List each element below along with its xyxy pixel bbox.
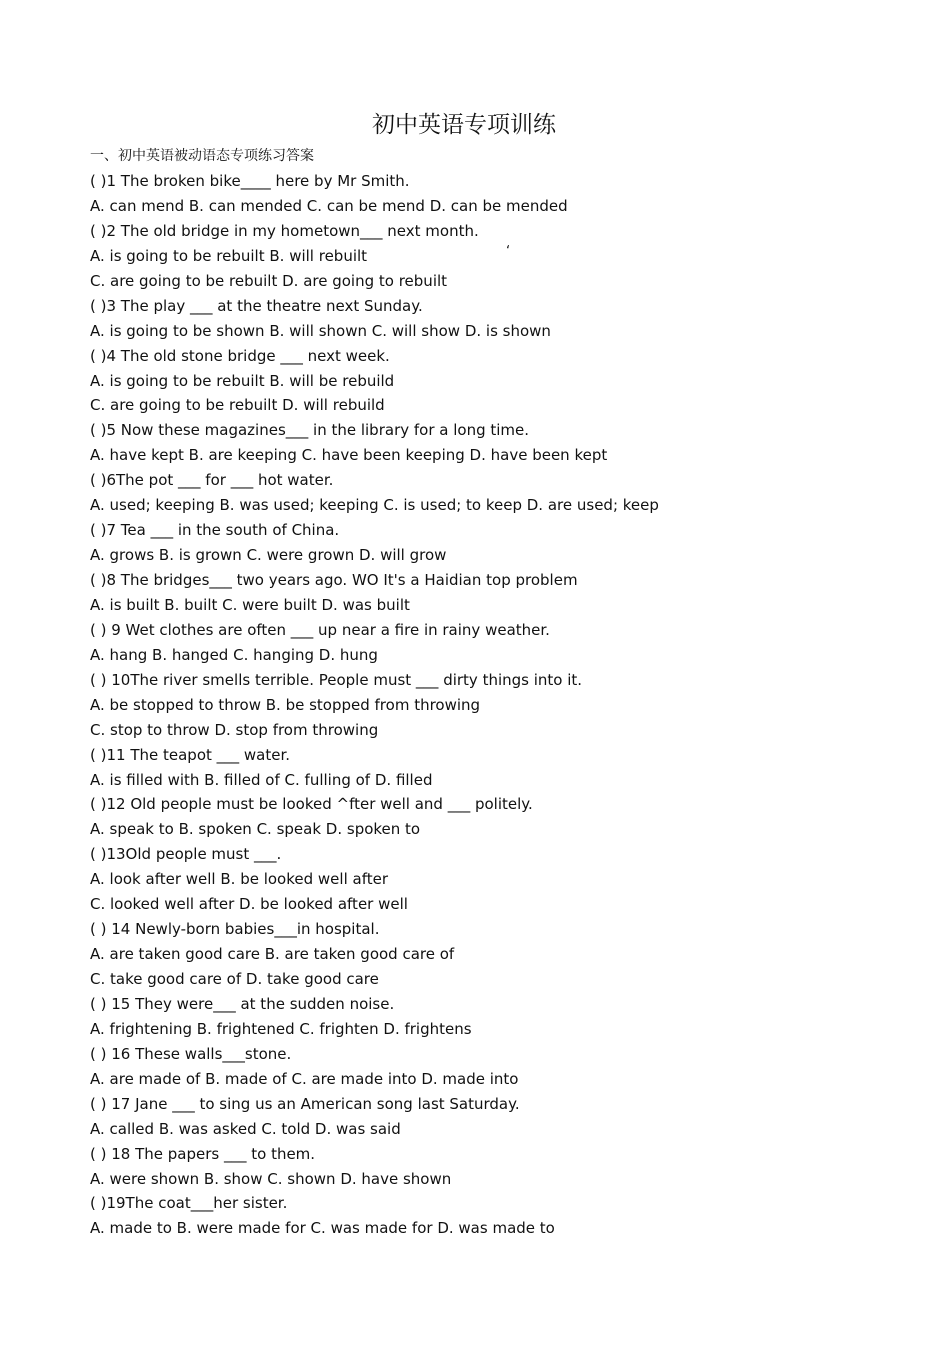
text-line: ( ) 17 Jane ___ to sing us an American song last Saturday. xyxy=(90,1094,520,1113)
text-line: ( )8 The bridges___ two years ago. WO It's a Haidian top problem xyxy=(90,571,578,589)
text-line: C. are going to be rebuilt D. are going to rebuilt xyxy=(90,271,448,290)
text-line: ( )2 The old bridge in my hometown___ next month. xyxy=(90,221,479,240)
text-line: A. made to B. were made for C. was made for D. was made to xyxy=(90,1219,555,1238)
page-title: 初中英语专项训练 xyxy=(372,112,556,138)
text-line: ( )19The coat___her sister. xyxy=(90,1194,288,1213)
text-line: ( ) 18 The papers ___ to them. xyxy=(90,1144,316,1163)
question-list xyxy=(90,170,659,1242)
text-line: ( ) 9 Wet clothes are often ___ up near a fire in rainy weather. xyxy=(90,620,550,639)
text-line: ( ) 16 These walls___stone. xyxy=(90,1044,292,1063)
text-line: ( )5 Now these magazines___ in the library for a long time. xyxy=(90,421,530,440)
section-heading: 一、初中英语被动语态专项练习答案 xyxy=(90,148,314,164)
text-line: A. grows B. is grown C. were grown D. will grow xyxy=(90,546,447,565)
text-line: A. hang B. hanged C. hanging D. hung xyxy=(90,645,378,664)
text-line: A. can mend B. can mended C. can be mend D. can be mended xyxy=(90,196,568,215)
text-line: ( )13Old people must ___. xyxy=(90,845,282,864)
text-line: ( )11 The teapot ___ water. xyxy=(90,745,291,764)
text-line: A. were shown B. show C. shown D. have shown xyxy=(90,1169,452,1188)
text-line: ( )12 Old people must be looked ^fter well and ___ politely. xyxy=(90,795,533,814)
text-line: A. frightening B. frightened C. frighten D. frightens xyxy=(90,1019,472,1038)
text-line: ( ) 14 Newly-born babies___in hospital. xyxy=(90,920,380,939)
text-line: A. called B. was asked C. told D. was said xyxy=(90,1119,401,1138)
text-line: A. is going to be shown B. will shown C. will show D. is shown xyxy=(90,321,551,340)
stray-mark: ‘ xyxy=(506,244,511,259)
text-line: A. have kept B. are keeping C. have been keeping D. have been kept xyxy=(90,446,608,465)
text-line: ( )1 The broken bike____ here by Mr Smith. xyxy=(90,172,410,190)
text-line: A. used; keeping B. was used; keeping C. is used; to keep D. are used; keep xyxy=(90,496,659,515)
text-line: ( )4 The old stone bridge ___ next week. xyxy=(90,346,390,365)
text-line: ( )6The pot ___ for ___ hot water. xyxy=(90,471,334,490)
text-line: A. is going to be rebuilt B. will be rebuild xyxy=(90,371,395,390)
text-line: A. speak to B. spoken C. speak D. spoken to xyxy=(90,820,421,839)
text-line: ( ) 15 They were___ at the sudden noise. xyxy=(90,994,395,1013)
text-line: C. are going to be rebuilt D. will rebuild xyxy=(90,396,385,415)
text-line: C. looked well after D. be looked after well xyxy=(90,895,408,914)
text-line: A. is going to be rebuilt B. will rebuilt xyxy=(90,246,368,265)
text-line: A. be stopped to throw B. be stopped from throwing xyxy=(90,695,481,714)
text-line: A. are made of B. made of C. are made into D. made into xyxy=(90,1069,519,1088)
text-line: C. stop to throw D. stop from throwing xyxy=(90,720,379,739)
text-line: ( ) 10The river smells terrible. People must ___ dirty things into it. xyxy=(90,670,583,689)
text-line: C. take good care of D. take good care xyxy=(90,970,379,988)
text-line: A. look after well B. be looked well after xyxy=(90,870,388,889)
text-line: A. are taken good care B. are taken good care of xyxy=(90,945,455,964)
text-line: ( )7 Tea ___ in the south of China. xyxy=(90,521,340,540)
text-line: A. is built B. built C. were built D. was built xyxy=(90,595,410,614)
text-line: A. is filled with B. filled of C. fulling of D. filled xyxy=(90,770,433,789)
text-line: ( )3 The play ___ at the theatre next Sunday. xyxy=(90,296,423,315)
